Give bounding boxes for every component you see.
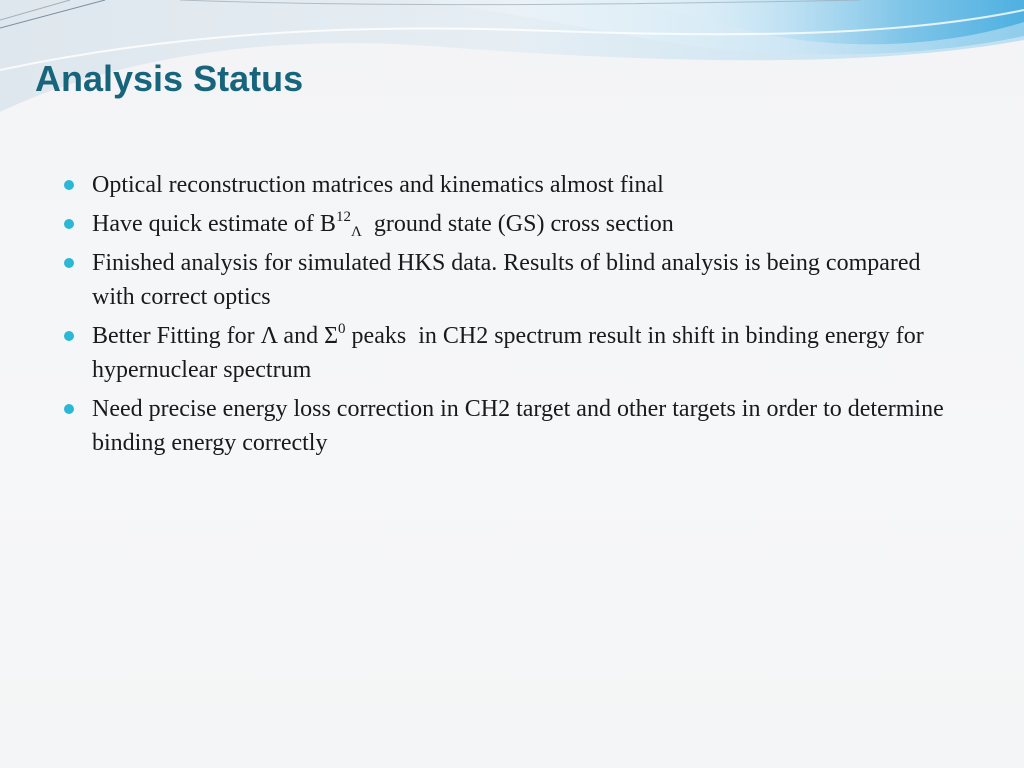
list-item [62,392,967,460]
bullet-dot-icon [64,258,74,268]
bullet-dot-icon [64,219,74,229]
bullet-dot-icon [64,404,74,414]
bullet-text: Need precise energy loss correction in CH2 target and other targets in order to determine binding energy correctly [92,396,944,456]
bullet-text: Finished analysis for simulated HKS data. Results of blind analysis is being compared with correct optics [92,250,921,310]
list-item [62,246,967,314]
bullet-text: Optical reconstruction matrices and kinematics almost final [92,172,664,198]
bullet-list [62,168,967,465]
bullet-text-part-a: Better Fitting for Λ and Σ [92,323,339,349]
list-item [62,168,967,202]
list-item [62,207,967,241]
bullet-text-part-b: peaks in CH2 spectrum result in shift in binding energy for hypernuclear spectrum [92,323,930,383]
slide-title: Analysis Status [35,58,304,99]
bullet-text-part-b: ground state (GS) cross section [361,211,674,237]
superscript-mass-number: 12 [335,209,351,225]
bullet-dot-icon [64,331,74,341]
list-item [62,319,967,387]
bullet-text-part-a: Have quick estimate of B [92,211,336,237]
superscript-zero: 0 [338,321,346,337]
bullet-dot-icon [64,180,74,190]
subscript-lambda: Λ [350,224,362,240]
